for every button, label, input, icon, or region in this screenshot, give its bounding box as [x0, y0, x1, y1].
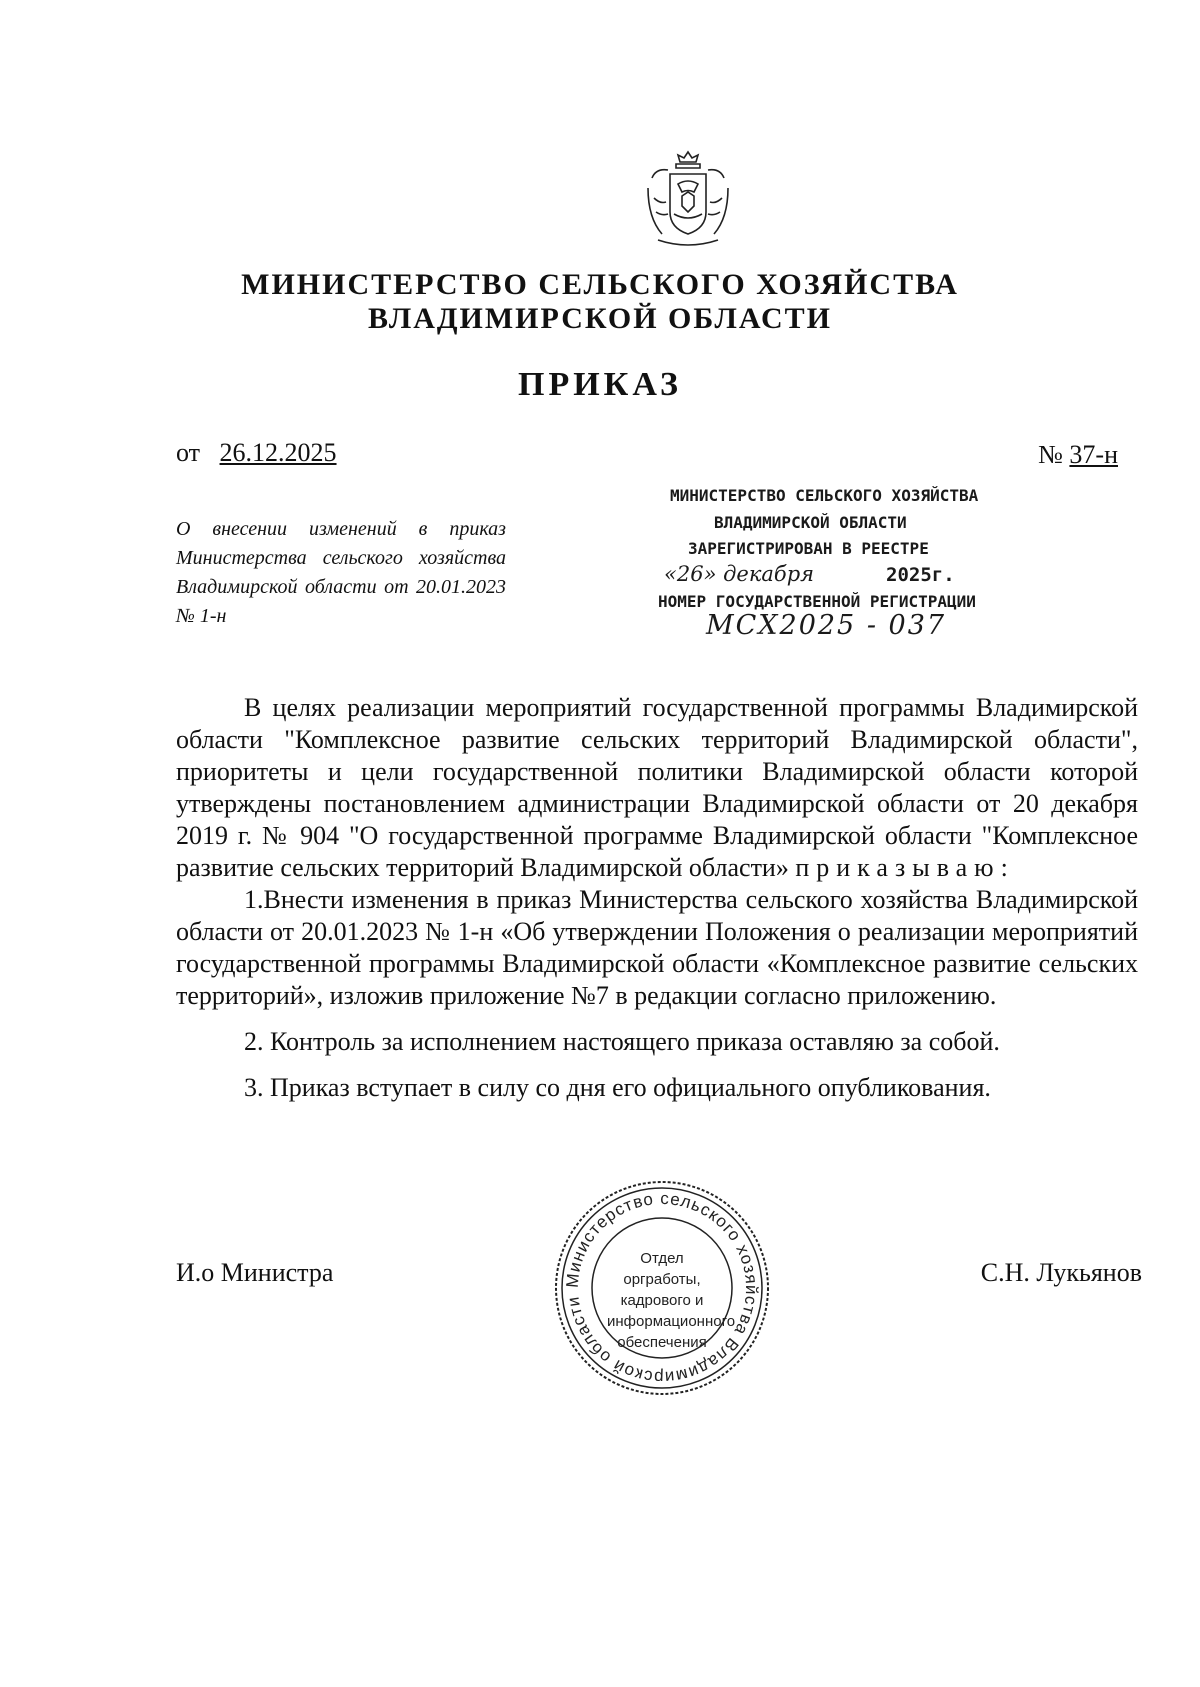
order-subject: О внесении изменений в приказ Министерства сельского хозяйства Владимирской области от 20.01.2023 № 1-н [176, 518, 506, 627]
order-body [176, 692, 1138, 1104]
stamp-handwritten-reg-number: MCX2025 - 037 [706, 610, 947, 641]
paragraph-item-3: 3. Приказ вступает в силу со дня его официального опубликования. [244, 1073, 991, 1102]
seal-line: Отдел [640, 1250, 684, 1267]
stamp-line-ministry: МИНИСТЕРСТВО СЕЛЬСКОГО ХОЗЯЙСТВА [670, 486, 979, 505]
seal-line: оргработы, [623, 1271, 701, 1288]
seal-line: кадрового и [620, 1292, 704, 1309]
order-date [176, 438, 337, 468]
seal-center-text [607, 1248, 736, 1353]
number-prefix: № [1038, 440, 1063, 469]
paragraph-preamble [176, 692, 1138, 884]
order-word: приказываю: [795, 853, 1015, 882]
number-value: 37-н [1069, 440, 1118, 469]
document-title: ПРИКАЗ [518, 366, 682, 403]
ministry-name-line-2: ВЛАДИМИРСКОЙ ОБЛАСТИ [368, 302, 832, 335]
stamp-handwritten-date: «26» декабря [664, 562, 815, 586]
coat-of-arms-icon [638, 148, 738, 250]
seal-line: информационного [607, 1313, 736, 1330]
seal-line: обеспечения [617, 1334, 707, 1351]
stamp-line-registered: ЗАРЕГИСТРИРОВАН В РЕЕСТРЕ [688, 539, 929, 558]
date-value: 26.12.2025 [219, 438, 337, 467]
date-prefix: от [176, 438, 201, 467]
seal-ring-text: Министерство сельского хозяйства Владимирской области [562, 1188, 762, 1388]
stamp-line-region: ВЛАДИМИРСКОЙ ОБЛАСТИ [714, 513, 907, 532]
ministry-name-line-1: МИНИСТЕРСТВО СЕЛЬСКОГО ХОЗЯЙСТВА [241, 268, 959, 301]
stamp-year: 2025г. [886, 564, 955, 586]
preamble-text: В целях реализации мероприятий государственной программы Владимирской области "Комплексное развитие сельских территорий Владимирской области", приоритеты и цели государственной политики Владимирской области которой утверждены постановлением администрации Владимирской области от 20 декабря 2019 г. № 904 "О государственной программе Владимирской области "Комплексное развитие сельских территорий Владимирской области» [176, 693, 1138, 882]
paragraph-item-2: 2. Контроль за исполнением настоящего приказа оставляю за собой. [244, 1027, 1000, 1056]
signatory-name: С.Н. Лукьянов [980, 1258, 1142, 1287]
paragraph-item-1: 1.Внести изменения в приказ Министерства сельского хозяйства Владимирской области от 20.01.2023 № 1-н «Об утверждении Положения о реализации мероприятий государственной программы Владимирской области «Комплексное развитие сельских территорий», изложив приложение №7 в редакции согласно приложению. [176, 885, 1138, 1010]
round-seal [552, 1178, 772, 1398]
signatory-role: И.о Министра [176, 1258, 334, 1287]
stamp-line-reg-number-label: НОМЕР ГОСУДАРСТВЕННОЙ РЕГИСТРАЦИИ [658, 592, 976, 611]
order-number [1038, 440, 1118, 470]
